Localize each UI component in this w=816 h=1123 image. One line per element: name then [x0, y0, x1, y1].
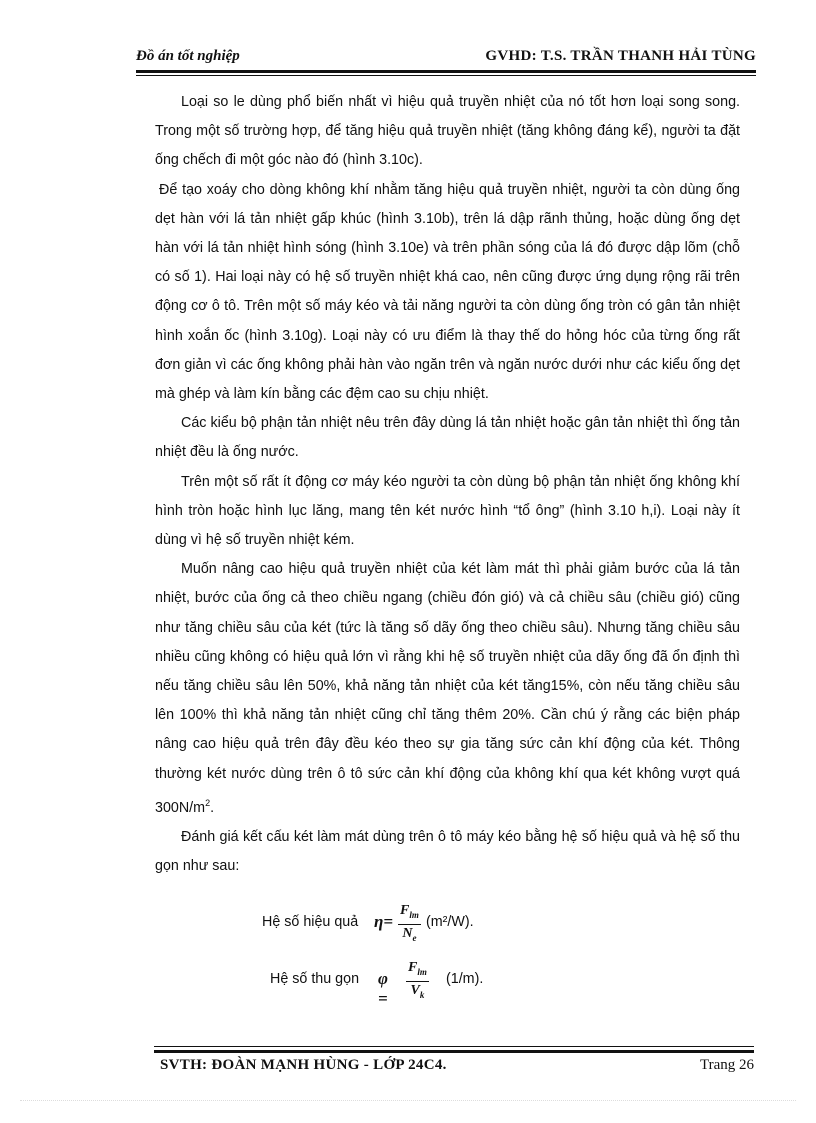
paragraph-5-text: Muốn nâng cao hiệu quả truyền nhiệt của két làm mát thì phải giảm bước của lá tản nhiệt, bước của ống cả theo chiều ngang (chiều đón gió) và cả chiều sâu (chiều gió) cũng như tăng chiều sâu của két (tức là tăng số dãy ống theo chiều sâu). Nhưng tăng chiều sâu nhiều cũng không có hiệu quả lớn vì rằng khi hệ số truyền nhiệt của dãy ống đã ổn định thì nếu tăng chiều sâu lên 50%, khả năng tản nhiệt của két tăng15%, còn nếu tăng chiều sâu lên 100% thì khả năng tản nhiệt cũng chỉ tăng thêm 20%. Cần chú ý rằng các biện pháp nâng cao hiệu quả trên đây đều kéo theo sự gia tăng sức cản khí động của két. Thông thường két nước dùng trên ô tô sức cản khí động của không khí qua két không vượt quá 300N/m — [155, 561, 740, 816]
formula-efficiency-unit: (m²/W). — [426, 914, 474, 930]
body-text — [155, 88, 740, 881]
paragraph-2: Để tạo xoáy cho dòng không khí nhằm tăng hiệu quả truyền nhiệt, người ta còn dùng ống dẹt hàn với lá tản nhiệt gấp khúc (hình 3.10b), trên lá dập rãnh thủng, hoặc dùng ống dẹt hàn với lá tản nhiệt hình sóng (hình 3.10e) và trên phần sóng của lá đó được dập lõm (chỗ có số 1). Hai loại này có hệ số truyền nhiệt khá cao, nên cũng được ứng dụng rộng rãi trên động cơ ô tô. Trên một số máy kéo và tải năng người ta còn dùng ống tròn có gân tản nhiệt hình xoắn ốc (hình 3.10g). Loại này có ưu điểm là thay thế do hỏng hóc của từng ống rất đơn giản vì các ống không phải hàn vào ngăn trên và ngăn nước dưới như các kiểu ống dẹt mà ghép và làm kín bằng các đệm cao su chịu nhiệt. — [155, 181, 740, 403]
header-supervisor: GVHD: T.S. TRẦN THANH HẢI TÙNG — [485, 48, 756, 64]
paragraph-3: Các kiểu bộ phận tản nhiệt nêu trên đây dùng lá tản nhiệt hoặc gân tản nhiệt thì ống tản nhiệt đều là ống nước. — [155, 415, 740, 461]
formula-efficiency-symbol: η= — [374, 912, 394, 931]
header-rule-thin — [136, 75, 756, 76]
formula-compactness-unit: (1/m). — [446, 971, 484, 987]
header-rule-thick — [136, 70, 756, 73]
header-project-title: Đồ án tốt nghiệp — [136, 48, 240, 64]
formula-compactness-symbol: φ = — [378, 969, 388, 1008]
formula-efficiency-label: Hệ số hiệu quả — [262, 914, 359, 930]
superscript-2: 2 — [205, 797, 211, 808]
formula-efficiency-fraction — [398, 903, 421, 947]
formula-compactness-label: Hệ số thu gọn — [270, 971, 360, 987]
page-footer — [160, 1057, 754, 1079]
paragraph-4: Trên một số rất ít động cơ máy kéo người ta còn dùng bộ phận tản nhiệt ống không khí hình tròn hoặc hình lục lăng, mang tên két nước hình “tổ ông” (hình 3.10 h,i). Loại này ít dùng vì hệ số truyền nhiệt kém. — [155, 473, 740, 549]
footer-student: SVTH: ĐOÀN MẠNH HÙNG - LỚP 24C4. — [160, 1057, 447, 1073]
paragraph-5: Muốn nâng cao hiệu quả truyền nhiệt của két làm mát thì phải giảm bước của lá tản nhiệt, bước của ống cả theo chiều ngang (chiều đón gió) và cả chiều sâu (chiều gió) cũng như tăng chiều sâu của két (tức là tăng số dãy ống theo chiều sâu). Nhưng tăng chiều sâu nhiều cũng không có hiệu quả lớn vì rằng khi hệ số truyền nhiệt của dãy ống đã ổn định thì nếu tăng chiều sâu lên 50%, khả năng tản nhiệt của két tăng15%, còn nếu tăng chiều sâu lên 100% thì khả năng tản nhiệt cũng chỉ tăng thêm 20%. Cần chú ý rằng các biện pháp nâng cao hiệu quả trên đây đều kéo theo sự gia tăng sức cản khí động của két. Thông thường két nước dùng trên ô tô sức cản khí động của không khí qua két không vượt quá $300N/m^2$. — [155, 561, 740, 816]
formula-efficiency-denominator: $N_e$ — [402, 925, 417, 943]
formula-compactness-fraction — [406, 960, 429, 1004]
page-number: Trang 26 — [699, 1057, 754, 1073]
footer-rule-thick — [154, 1050, 754, 1053]
footer-rule-thin — [154, 1046, 754, 1047]
paragraph-1: Loại so le dùng phổ biến nhất vì hiệu quả truyền nhiệt của nó tốt hơn loại song song. Trong một số trường hợp, để tăng hiệu quả truyền nhiệt (tăng không đáng kể), người ta đặt ống chếch đi một góc nào đó (hình 3.10c). — [155, 94, 740, 169]
page-header — [136, 48, 756, 70]
page-edge-divider — [20, 1100, 796, 1101]
formula-compactness-denominator: $V_k$ — [410, 982, 425, 1000]
formula-efficiency-numerator: $F_{lm}$ — [398, 903, 421, 925]
formula-compactness-numerator: $F_{lm}$ — [406, 960, 429, 982]
paragraph-6: Đánh giá kết cấu két làm mát dùng trên ô tô máy kéo bằng hệ số hiệu quả và hệ số thu gọn như sau: — [155, 828, 740, 875]
